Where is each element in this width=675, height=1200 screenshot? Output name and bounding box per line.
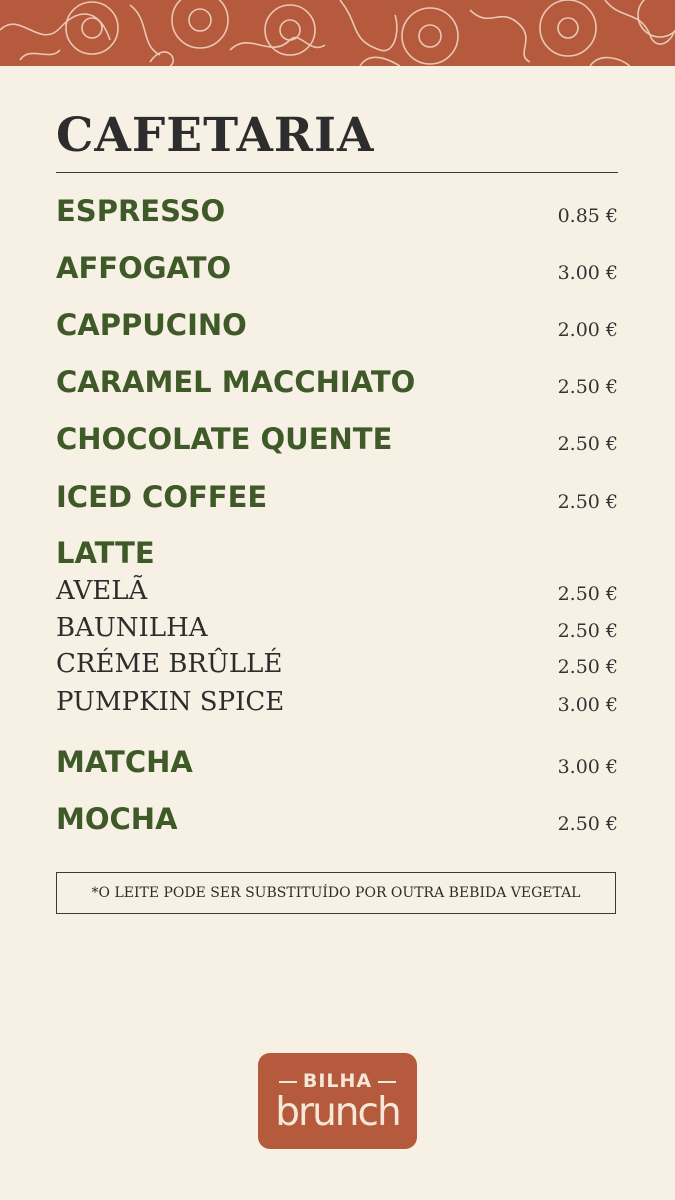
- item-price: 3.00 €: [557, 756, 618, 778]
- logo-dash-left: [279, 1081, 297, 1083]
- item-price: 2.50 €: [557, 433, 618, 455]
- item-name: CARAMEL MACCHIATO: [56, 365, 416, 399]
- logo-top-line: [258, 1072, 417, 1091]
- decorative-pattern-band: [0, 0, 675, 66]
- item-name: ICED COFFEE: [56, 480, 268, 514]
- section-title: CAFETARIA: [56, 108, 375, 163]
- option-price: 2.50 €: [557, 620, 618, 642]
- menu-item: [56, 800, 618, 840]
- logo-dash-right: [378, 1081, 396, 1083]
- latte-option: [56, 576, 618, 608]
- option-price: 3.00 €: [557, 694, 618, 716]
- item-name: LATTE: [56, 536, 155, 570]
- title-divider: [56, 172, 618, 173]
- menu-item: [56, 192, 618, 232]
- option-name: AVELÃ: [56, 576, 148, 606]
- item-name: ESPRESSO: [56, 194, 226, 228]
- logo-brunch-text: brunch: [275, 1090, 400, 1135]
- item-name: CHOCOLATE QUENTE: [56, 422, 393, 456]
- latte-option: [56, 649, 618, 681]
- option-name: BAUNILHA: [56, 613, 208, 643]
- option-price: 2.50 €: [557, 583, 618, 605]
- item-name: MATCHA: [56, 745, 193, 779]
- milk-substitution-note: [56, 872, 616, 914]
- item-price: 0.85 €: [557, 205, 618, 227]
- logo-bilha-text: BILHA: [302, 1070, 373, 1092]
- item-price: 2.50 €: [557, 813, 618, 835]
- menu-item-latte: [56, 534, 618, 574]
- item-price: 2.50 €: [557, 376, 618, 398]
- menu-item: [56, 478, 618, 518]
- latte-option: [56, 687, 618, 719]
- donut-pattern-icon: [0, 0, 675, 66]
- bilha-brunch-logo: [258, 1053, 417, 1149]
- note-text: *O LEITE PODE SER SUBSTITUÍDO POR OUTRA BEBIDA VEGETAL: [91, 885, 581, 901]
- item-price: 2.50 €: [557, 491, 618, 513]
- option-name: CRÉME BRÛLLÉ: [56, 649, 283, 679]
- item-price: 3.00 €: [557, 262, 618, 284]
- latte-option: [56, 613, 618, 645]
- item-name: AFFOGATO: [56, 251, 232, 285]
- option-name: PUMPKIN SPICE: [56, 687, 285, 717]
- menu-item: [56, 363, 618, 403]
- menu-item: [56, 743, 618, 783]
- item-name: CAPPUCINO: [56, 308, 247, 342]
- item-price: 2.00 €: [557, 319, 618, 341]
- menu-item: [56, 249, 618, 289]
- menu-item: [56, 306, 618, 346]
- option-price: 2.50 €: [557, 656, 618, 678]
- item-name: MOCHA: [56, 802, 178, 836]
- menu-item: [56, 420, 618, 460]
